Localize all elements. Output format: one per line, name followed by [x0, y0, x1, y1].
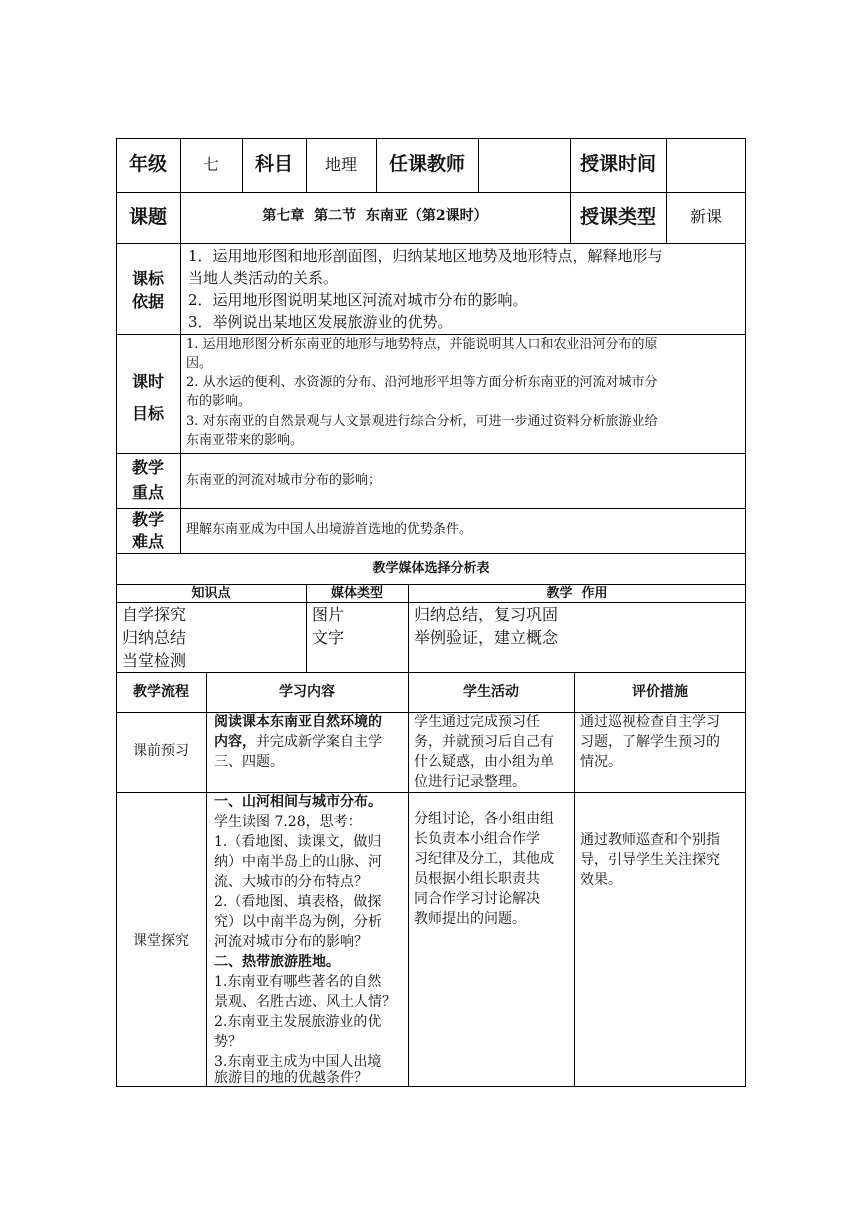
standards-line: 1．运用地形图和地形剖面图，归纳某地区地势及地形特点，解释地形与: [188, 247, 663, 265]
standards-label: 课标: [131, 269, 164, 288]
col-divider: [206, 673, 207, 1087]
col-divider: [180, 138, 181, 554]
media-type-item: 图片: [312, 605, 345, 624]
explore-activity: 教师提出的问题。: [414, 911, 526, 927]
explore-activity: 同合作学习讨论解决: [414, 891, 540, 907]
lesson-type-label: 授课类型: [579, 206, 656, 228]
explore-activity: 员根据小组长职责共: [414, 871, 540, 887]
flow-header-stage: 教学流程: [133, 684, 189, 700]
media-knowledge-item: 归纳总结: [122, 628, 187, 647]
difficulty-value: 理解东南亚成为中国人出境游首选地的优势条件。: [186, 522, 473, 537]
difficulty-label: 难点: [131, 532, 164, 551]
explore-evaluation: 导，引导学生关注探究: [580, 852, 720, 868]
preview-activity: 学生通过完成预习任: [414, 714, 540, 730]
preview-evaluation: 习题，了解学生预习的: [580, 734, 720, 750]
row-divider: [116, 192, 746, 193]
explore-content-line: 2.东南亚主发展旅游业的优: [214, 1014, 382, 1030]
preview-activity: 什么疑惑，由小组为单: [414, 754, 554, 770]
preview-stage: 课前预习: [133, 743, 189, 759]
explore-content-line: 河流对城市分布的影响？: [214, 934, 368, 950]
objectives-label: 课时: [131, 372, 164, 391]
explore-content-line: 纳）中南半岛上的山脉、河: [214, 854, 382, 870]
flow-header-activity: 学生活动: [463, 684, 519, 700]
row-divider: [116, 453, 746, 454]
standards-line: 3．举例说出某地区发展旅游业的优势。: [188, 313, 453, 331]
preview-evaluation: 情况。: [580, 754, 622, 770]
grade-label: 年级: [128, 153, 167, 175]
preview-evaluation: 通过巡视检查自主学习: [580, 714, 720, 730]
media-knowledge-item: 自学探究: [122, 605, 187, 624]
row-divider: [116, 602, 746, 603]
key-point-value: 东南亚的河流对城市分布的影响；: [186, 473, 382, 488]
explore-heading: 二、热带旅游胜地。: [214, 954, 340, 970]
explore-activity: 分组讨论，各小组由组: [414, 811, 554, 827]
row-divider: [116, 508, 746, 509]
preview-content: 三、四题。: [214, 754, 284, 770]
explore-content-line: 2.（看地图、填表格，做探: [214, 894, 382, 910]
grade-value: 七: [202, 155, 219, 174]
lesson-type-value: 新课: [689, 207, 722, 226]
objectives-label: 目标: [131, 404, 164, 423]
explore-evaluation: 通过教师巡查和个别指: [580, 832, 720, 848]
preview-activity: 位进行记录整理。: [414, 774, 526, 790]
explore-stage: 课堂探究: [133, 933, 189, 949]
teacher-label: 任课教师: [388, 153, 465, 175]
subject-label: 科目: [254, 153, 293, 175]
col-divider: [408, 673, 409, 1087]
media-col-knowledge: 知识点: [191, 586, 231, 601]
media-role-item: 举例验证，建立概念: [414, 628, 559, 647]
objectives-line: 东南亚带来的影响。: [186, 433, 304, 448]
standards-line: 当地人类活动的关系。: [188, 269, 339, 287]
preview-content: 阅读课本东南亚自然环境的: [214, 714, 382, 730]
key-point-label: 重点: [131, 483, 164, 502]
explore-content-line: 旅游目的地的优越条件？: [214, 1070, 368, 1086]
media-type-item: 文字: [312, 628, 345, 647]
row-divider: [116, 334, 746, 335]
explore-content-line: 流、大城市的分布特点？: [214, 874, 368, 890]
standards-line: 2．运用地形图说明某地区河流对城市分布的影响。: [188, 291, 528, 309]
media-col-type: 媒体类型: [330, 586, 383, 601]
preview-content-rest: 并完成新学案自主学: [256, 734, 382, 750]
objectives-line: 3. 对东南亚的自然景观与人文景观进行综合分析，可进一步通过资料分析旅游业给: [186, 414, 658, 429]
row-divider: [116, 584, 746, 585]
media-title: 教学媒体选择分析表: [372, 561, 490, 576]
media-knowledge-item: 当堂检测: [122, 651, 187, 670]
objectives-line: 布的影响。: [186, 394, 252, 409]
col-divider: [478, 138, 479, 192]
explore-content-line: 1.东南亚有哪些著名的自然: [214, 974, 382, 990]
subject-value: 地理: [324, 155, 357, 174]
time-label: 授课时间: [579, 153, 656, 175]
objectives-line: 2. 从水运的便利、水资源的分布、沿河地形平坦等方面分析东南亚的河流对城市分: [186, 375, 658, 390]
difficulty-label: 教学: [131, 510, 164, 529]
explore-activity: 长负责本小组合作学: [414, 831, 540, 847]
explore-content-line: 究）以中南半岛为例，分析: [214, 914, 382, 930]
preview-content: [214, 735, 382, 750]
objectives-line: 因。: [186, 356, 213, 371]
explore-activity: 习纪律及分工，其他成: [414, 851, 554, 867]
objectives-line: 1. 运用地形图分析东南亚的地形与地势特点，并能说明其人口和农业沿河分布的原: [186, 337, 658, 352]
explore-evaluation: 效果。: [580, 872, 622, 888]
flow-header-evaluation: 评价措施: [632, 684, 688, 700]
explore-content-line: 3.东南亚主成为中国人出境: [214, 1054, 382, 1070]
explore-content-line: 景观、名胜古迹、风土人情？: [214, 994, 396, 1010]
explore-heading: 一、山河相间与城市分布。: [214, 794, 382, 810]
preview-activity: 务，并就预习后自己有: [414, 734, 554, 750]
topic-label: 课题: [128, 206, 167, 228]
explore-content-line: 势？: [214, 1034, 242, 1050]
media-col-role: 教学 作用: [546, 586, 608, 601]
row-divider: [116, 243, 746, 244]
media-role-item: 归纳总结，复习巩固: [414, 605, 559, 624]
col-divider: [574, 673, 575, 1087]
row-divider: [116, 712, 746, 713]
row-divider: [116, 792, 746, 793]
standards-label: 依据: [131, 292, 164, 311]
key-point-label: 教学: [131, 458, 164, 477]
topic-value: 第七章 第二节 东南亚（第2课时）: [262, 208, 488, 224]
flow-header-content: 学习内容: [279, 684, 335, 700]
explore-content-line: 学生读图 7.28，思考：: [214, 814, 362, 830]
preview-content-bold: 内容，: [214, 734, 256, 750]
col-divider: [666, 138, 667, 243]
explore-content-line: 1.（看地图、读课文，做归: [214, 834, 382, 850]
